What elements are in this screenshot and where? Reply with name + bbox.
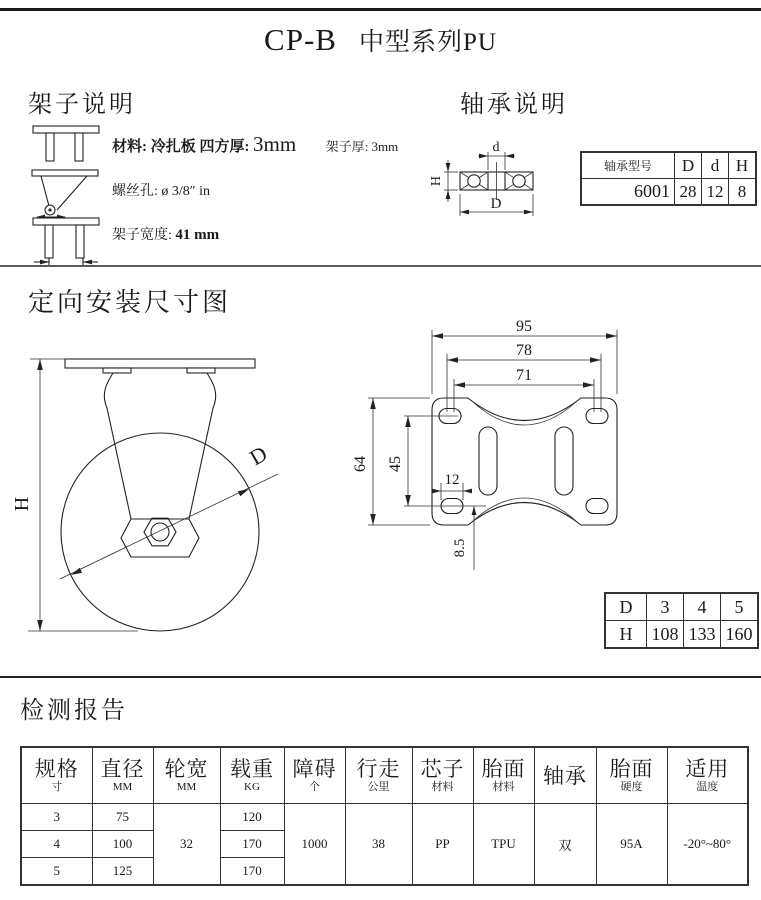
bearing-col-H: H: [729, 152, 757, 179]
core-material-value: PP: [412, 804, 473, 886]
dh-D-label: D: [605, 593, 647, 621]
dh-row-H: [605, 621, 758, 649]
header-travel: 行走 公里: [345, 747, 412, 804]
report-row-3in: [21, 804, 748, 831]
plate-dim-45: 45: [387, 456, 404, 472]
plate-dim-95: 95: [516, 318, 532, 335]
header-size: 规格 寸: [21, 747, 92, 804]
tread-hardness-value: 95A: [596, 804, 667, 886]
dh-H-label: H: [605, 621, 647, 649]
top-rule: [0, 8, 761, 11]
header-core: 芯子 材料: [412, 747, 473, 804]
bearing-section-heading: 轴承说明: [460, 92, 568, 118]
dh-H-133: 133: [684, 621, 721, 649]
bearing-val-D: 28: [675, 179, 702, 206]
dh-D-3: 3: [647, 593, 684, 621]
dh-H-160: 160: [721, 621, 759, 649]
plate-dim-64: 64: [352, 456, 369, 472]
test-report-table: [20, 746, 749, 886]
temperature-value: -20°~80°: [667, 804, 748, 886]
bearing-diagram: [430, 140, 570, 235]
tread-material-value: TPU: [473, 804, 534, 886]
header-tread-hardness: 胎面 硬度: [596, 747, 667, 804]
screw-hole-icon: [28, 168, 102, 222]
bearing-table-header-row: [581, 152, 756, 179]
load-120: 120: [220, 804, 284, 831]
caster-dim-H: H: [11, 496, 33, 512]
header-temperature: 适用 温度: [667, 747, 748, 804]
frame-width-icon: [30, 216, 102, 270]
frame-width-row: [112, 224, 219, 244]
section-divider-2: [0, 676, 761, 678]
frame-material-value: 3mm: [253, 132, 297, 156]
report-section-heading: 检测报告: [20, 698, 128, 724]
header-load: 载重 KG: [220, 747, 284, 804]
size-5: 5: [21, 858, 92, 886]
bearing-dim-d: d: [492, 140, 500, 155]
diameter-100: 100: [92, 831, 153, 858]
dh-row-D: [605, 593, 758, 621]
bearing-table-data-row: [581, 179, 756, 206]
bearing-dim-D: D: [490, 196, 502, 212]
bearing-dim-H: H: [429, 175, 444, 187]
load-170a: 170: [220, 831, 284, 858]
report-header-row: [21, 747, 748, 804]
frame-thickness: 架子厚: 3mm: [325, 139, 399, 154]
diameter-height-table: [604, 592, 759, 649]
frame-bracket-icon: [30, 123, 102, 167]
travel-value: 38: [345, 804, 412, 886]
diameter-125: 125: [92, 858, 153, 886]
bearing-spec-table: [580, 151, 757, 206]
frame-material-row: [112, 132, 398, 157]
frame-width-value: 41 mm: [175, 227, 220, 243]
load-170b: 170: [220, 858, 284, 886]
section-divider-1: [0, 265, 761, 267]
plate-dim-71: 71: [516, 367, 532, 384]
page-title: [0, 22, 761, 58]
size-3: 3: [21, 804, 92, 831]
bearing-type-header: 轴承型号: [581, 152, 675, 179]
header-wheel-width: 轮宽 MM: [153, 747, 220, 804]
mounting-plate-drawing: [350, 298, 650, 598]
bearing-col-D: D: [675, 152, 702, 179]
model-code: CP-B: [264, 22, 337, 57]
screw-hole-row: 螺丝孔: ø 3/8″ in: [112, 184, 210, 199]
size-4: 4: [21, 831, 92, 858]
frame-material-label: 材料: 冷扎板 四方厚:: [112, 139, 250, 155]
obstacle-value: 1000: [284, 804, 345, 886]
plate-dim-78: 78: [516, 342, 532, 359]
bearing-val-d: 12: [702, 179, 729, 206]
bearing-col-d: d: [702, 152, 729, 179]
plate-dim-8-5: 8.5: [452, 538, 468, 558]
frame-section-heading: 架子说明: [28, 92, 136, 118]
header-diameter: 直径 MM: [92, 747, 153, 804]
frame-width-label: 架子宽度:: [112, 228, 172, 243]
plate-dim-12: 12: [444, 472, 460, 488]
bearing-model: 6001: [581, 179, 675, 206]
caster-dim-D: D: [245, 440, 272, 471]
series-name: 中型系列PU: [358, 29, 497, 56]
diameter-75: 75: [92, 804, 153, 831]
bearing-type-value: 双: [534, 804, 596, 886]
header-bearing: 轴承: [534, 747, 596, 804]
dh-H-108: 108: [647, 621, 684, 649]
header-obstacle: 障碍 个: [284, 747, 345, 804]
bearing-val-H: 8: [729, 179, 757, 206]
caster-drawing: [10, 336, 330, 656]
wheel-width-value: 32: [153, 804, 220, 886]
dh-D-5: 5: [721, 593, 759, 621]
mounting-section-heading: 定向安装尺寸图: [28, 288, 232, 317]
dh-D-4: 4: [684, 593, 721, 621]
header-tread-material: 胎面 材料: [473, 747, 534, 804]
